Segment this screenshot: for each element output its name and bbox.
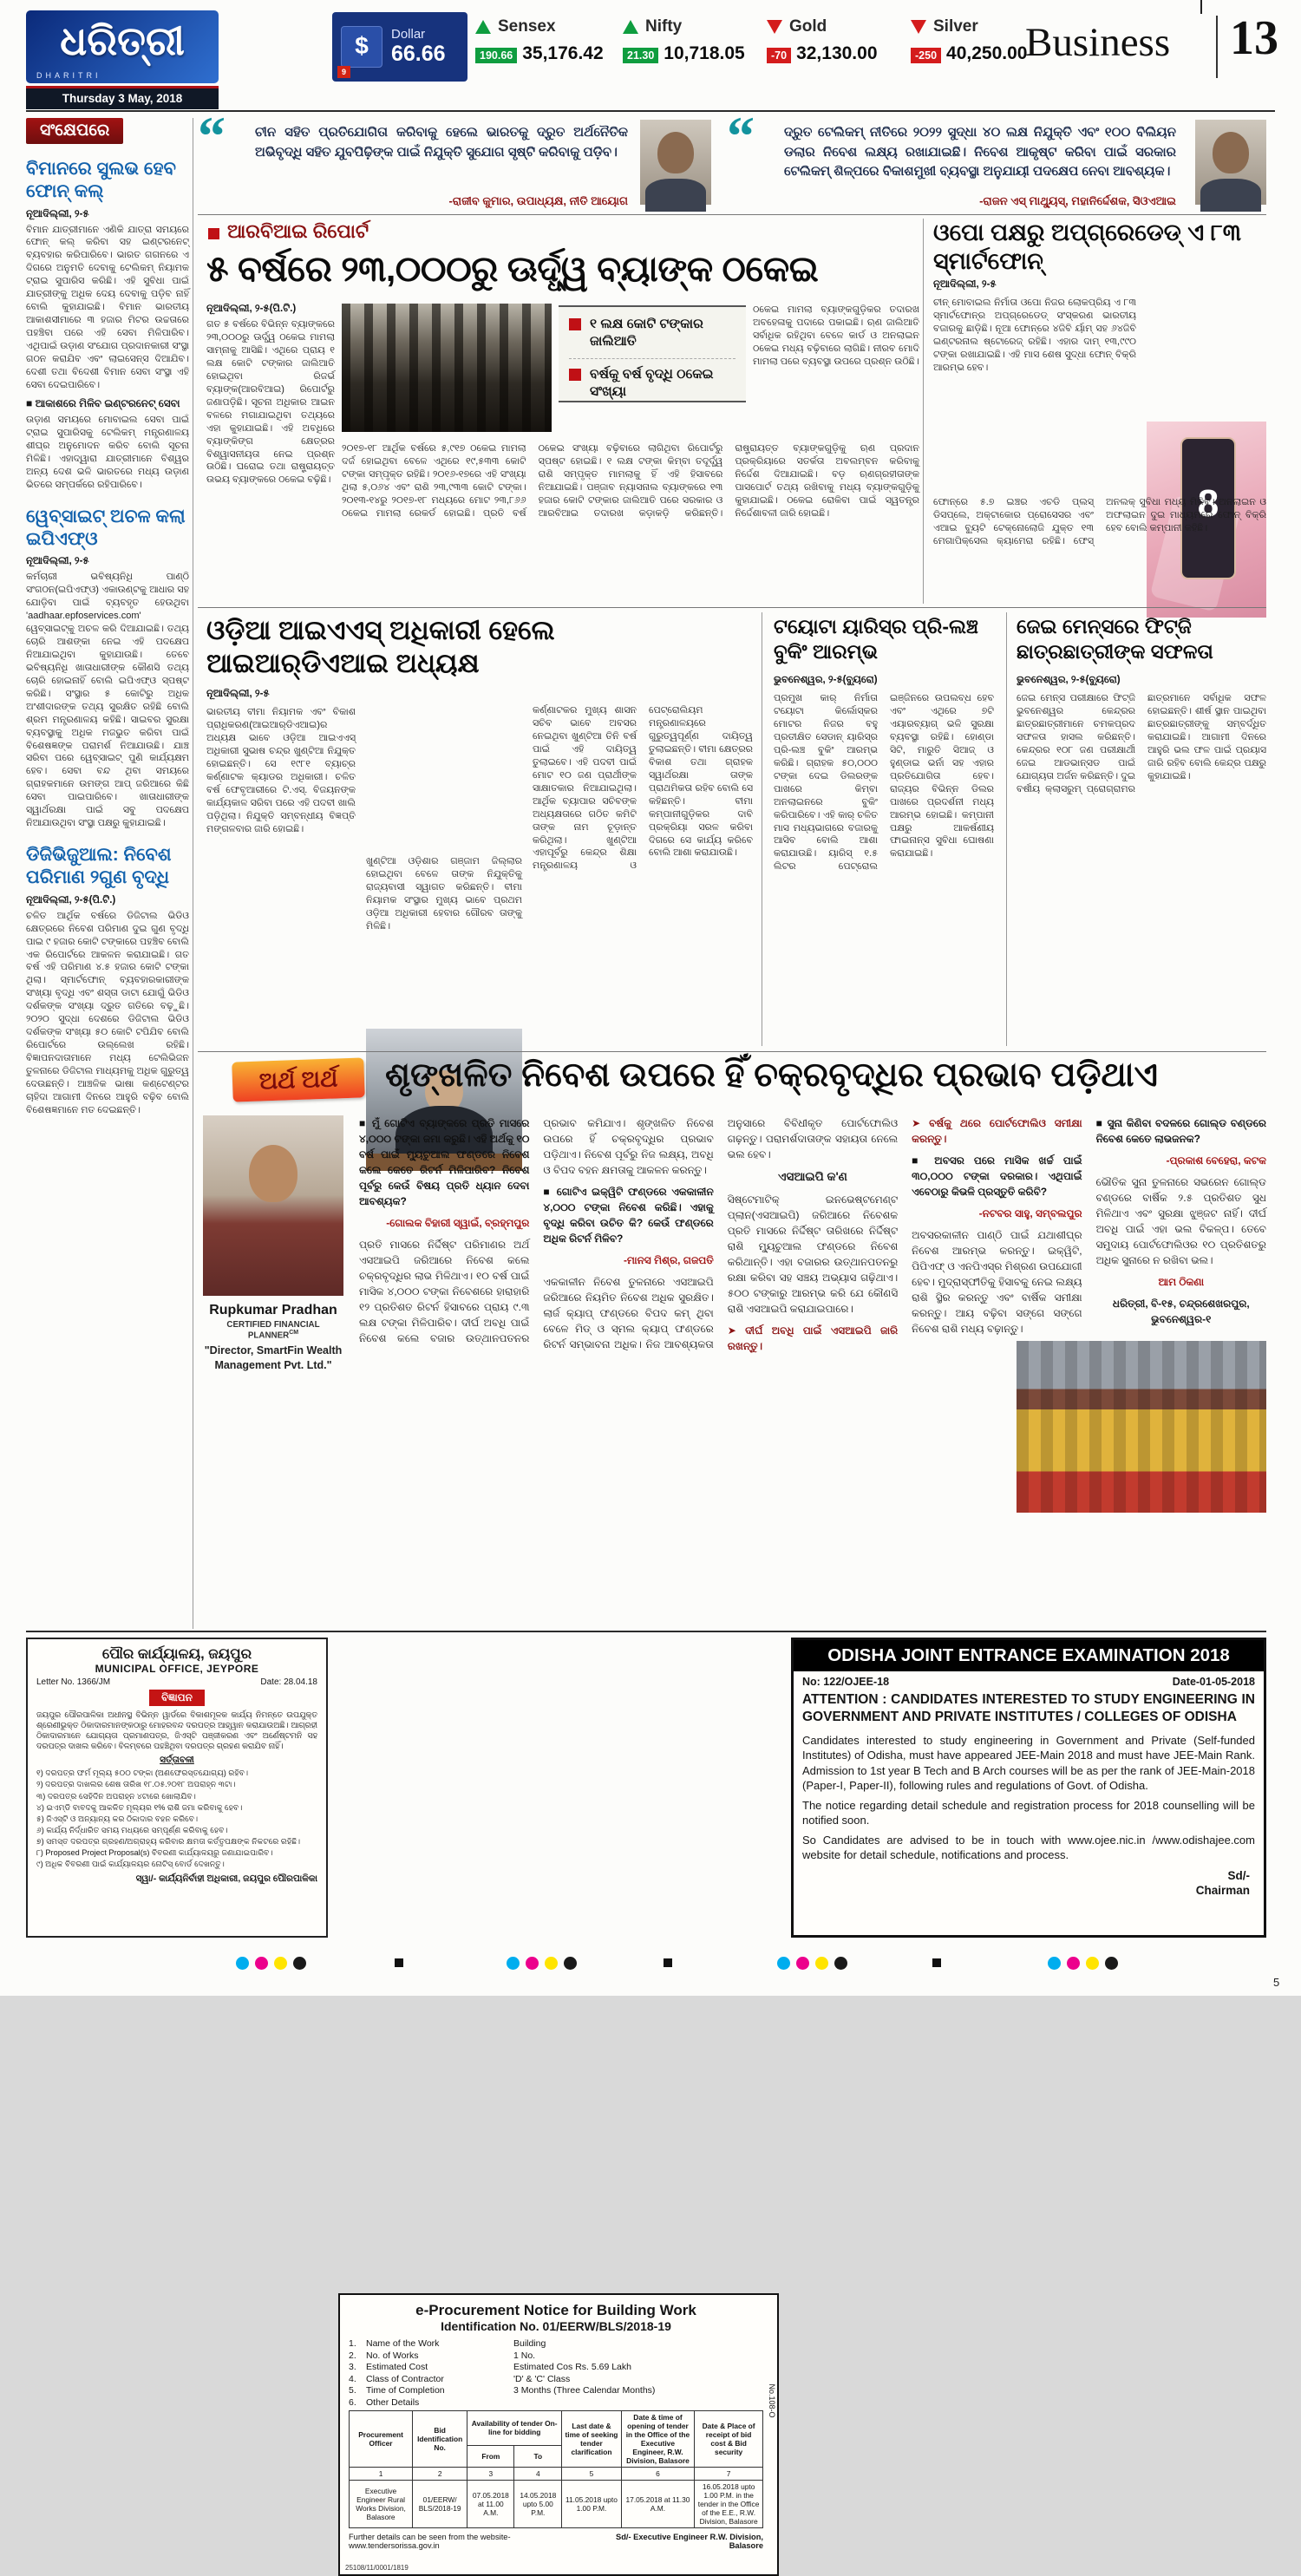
ticker-value: 10,718.05: [664, 43, 745, 63]
spec-value: 3 Months (Three Calendar Months): [513, 2385, 656, 2396]
spec-num: 4.: [349, 2373, 356, 2384]
column-divider: [923, 219, 924, 604]
col-number: 2: [413, 2467, 467, 2480]
dollar-value: 66.66: [391, 42, 446, 66]
registration-dot-black: [293, 1957, 306, 1970]
rbi-column-2: [753, 304, 919, 434]
registration-square: [664, 1958, 672, 1967]
phone-screen-text: 8: [1197, 482, 1219, 525]
spec-label: No. of Works: [366, 2350, 419, 2361]
notice-date: Date: 28.04.18: [260, 1677, 317, 1687]
quote-icon: “: [198, 105, 226, 167]
kicker-square-icon: [208, 228, 219, 239]
dateline: ନୂଆଦିଲ୍ଲୀ, ୨-୫(ପି.ଟି.): [206, 304, 297, 314]
sidebar-briefs: [26, 118, 189, 1629]
spec-row: [349, 2362, 763, 2372]
quote-portrait-photo: [1195, 120, 1266, 205]
print-page-number: 5: [1273, 1976, 1280, 1989]
down-arrow-icon: [767, 20, 782, 34]
toyota-headline: ଟୟୋଟା ୟାରିସ୍‌ର ପ୍ରି-ଲଞ୍ଚ ବୁକିଂ ଆରମ୍ଭ: [774, 615, 978, 663]
spec-row: [349, 2374, 763, 2384]
col-number: 1: [350, 2467, 413, 2480]
portrait-head: [657, 132, 694, 173]
notice-number: No: 122/OJEE-18: [802, 1676, 890, 1688]
eproc-footer: [349, 2533, 763, 2550]
tip-item: ➤ ଦୀର୍ଘ ଅବଧି ପାଇଁ ଏସଆଇପି ଜାରି ରଖନ୍ତୁ।: [727, 1324, 899, 1353]
notice-date: Date-01-05-2018: [1172, 1676, 1255, 1688]
municipal-title-odia: ପୌର କାର୍ଯ୍ୟାଳୟ, ଜୟପୁର: [101, 1646, 252, 1662]
registration-dot-cyan: [507, 1957, 520, 1970]
section-rule: [198, 1051, 1266, 1052]
question: ■ ସୁନା କିଣିବା ବଦଳରେ ଗୋଲ୍ଡ ବଣ୍ଡରେ ନିବେଶ କେତେ ଲାଭଜନକ?: [1095, 1117, 1266, 1145]
quote-box-2: [727, 105, 1266, 210]
expert-card: [203, 1115, 343, 1372]
municipal-meta-row: [36, 1677, 317, 1687]
term-item: ୬) କାର୍ଯ୍ୟ ନିର୍ଦ୍ଧାରିତ ସମୟ ମଧ୍ୟରେ ସମ୍ପୂର୍ଣ୍ଣ କରିବାକୁ ହେବ।: [36, 1826, 228, 1835]
brief-sublead: ■ ଆକାଶରେ ମିଳିବ ଇଣ୍ଟରନେଟ୍ ସେବା: [26, 396, 180, 409]
table-cell: 16.05.2018 upto 1.00 P.M. in the tender in the Office of the E.E., R.W. Division, Balasore: [695, 2481, 763, 2528]
brief-headline-phone-calls: ବିମାନରେ ସୁଲଭ ହେବ ଫୋନ୍ କଲ୍: [26, 159, 176, 202]
highlight-text: ବର୍ଷକୁ ବର୍ଷ ବୃଦ୍ଧି ଠକେଇ ସଂଖ୍ୟା: [590, 367, 714, 400]
spec-num: 3.: [349, 2362, 356, 2372]
portrait-torso: [645, 179, 706, 212]
rbi-column-1: [206, 304, 335, 603]
brief-body: କର୍ମଚାରୀ ଭବିଷ୍ୟନିଧି ପାଣ୍ଠି ସଂଗଠନ(ଇପିଏଫ୍ଓ) ଏକାଉଣ୍ଟକୁ ଆଧାର ସହ ଯୋଡ଼ିବା ପାଇଁ ବ୍ୟବହୃତ ହେଉଥିବା 'aadhaar.epfoservices.com' ୱେବ୍‌ସାଇଟ୍‌କୁ ଅଚଳ କରି ଦିଆଯାଇଛି। ତଥ୍ୟ ଚୋରି ଆଶଙ୍କା ନେଇ ଏହି ପଦକ୍ଷେପ ନିଆଯାଇଥିବା କୁହାଯାଉଛି। ତେବେ ଭବିଷ୍ୟନିଧି ଖାତାଧାରୀଙ୍କ କୌଣସି ତଥ୍ୟ ଚୋରି ହୋଇନାହିଁ ବୋଲି ଇପିଏଫ୍ଓ ସ୍ପଷ୍ଟ କରିଛି। ସଂସ୍ଥାର ୫ କୋଟିରୁ ଅଧିକ ଅଂଶୀଦାରଙ୍କ ତଥ୍ୟ ସୁରକ୍ଷିତ ରହିଛି ବୋଲି ଶ୍ରମ ମନ୍ତ୍ରଣାଳୟ କହିଛି। ସାଇବର ସୁରକ୍ଷା ବ୍ୟବସ୍ଥାକୁ ଅଧିକ ମଜଭୁତ କରିବା ପାଇଁ ବିଶେଷଜ୍ଞଙ୍କ ପରାମର୍ଶ ନିଆଯାଉଛି। ଯାଞ୍ଚ ସରିବା ପରେ ୱେବ୍‌ସାଇଟ୍ ପୁଣି କାର୍ଯ୍ୟକ୍ଷମ ହେବ। ସେବା ବନ୍ଦ ଥିବା ସମୟରେ ଗ୍ରାହକମାନେ ଉମଙ୍ଗ ଆପ୍ ଜରିଆରେ କିଛି ସେବା ପାଇପାରିବେ। ଖାତାଧାରୀଙ୍କ ସ୍ୱାର୍ଥରକ୍ଷା ପାଇଁ ସବୁ ପଦକ୍ଷେପ ନିଆଯାଉଥିବା ସଂସ୍ଥା ପକ୍ଷରୁ କୁହାଯାଇଛି।: [26, 572, 189, 829]
article-body: ଠକେଇ ମାମଲା ବ୍ୟାଙ୍କଗୁଡ଼ିକର ତଦାରଖ ଅବହେଳାକୁ ପଦାରେ ପକାଇଛି। ଋଣ ଜାଲିଆତି ସର୍ବାଧିକ ରହିଥିବା ବେଳେ କାର୍ଡ ଓ ଅନଲାଇନ ଠକେଇ ମଧ୍ୟ ବଢ଼ିବାରେ ଲାଗିଛି। ନୀରବ ମୋଦି ମାମଲା ପରେ ବ୍ୟବସ୍ଥା ଉପରେ ପ୍ରଶ୍ନ ଉଠିଛି।: [753, 304, 919, 367]
term-item: ୪) ଇଏମ୍‌ଡି ବାବଦକୁ ଆକଳିତ ମୂଲ୍ୟର ୧% ରାଶି ଜମା କରିବାକୁ ହେବ।: [36, 1802, 243, 1812]
dollar-icon: $: [341, 26, 382, 68]
col-header: Date & time of opening of tender in the Office of the Executive Engineer, R.W. Division, Balasore: [621, 2410, 695, 2467]
col-number: 5: [562, 2467, 622, 2480]
dateline: ନୂଆଦିଲ୍ଲୀ, ୨-୫: [26, 208, 89, 219]
expert-title-mark: CM: [289, 1330, 299, 1336]
dateline: ନୂଆଦିଲ୍ଲୀ, ୨-୫(ପି.ଟି.): [26, 894, 116, 906]
feature-label-artha-artha: [232, 1057, 365, 1102]
signature: ସ୍ୱା/- କାର୍ଯ୍ୟନିର୍ବାହୀ ଅଧିକାରୀ, ଜୟପୁର ପୌରପାଳିକା: [135, 1873, 317, 1884]
advertisement-badge: ବିଜ୍ଞାପନ: [149, 1690, 205, 1706]
term-item: ୧) ଦରପତ୍ର ଫର୍ମ ମୂଲ୍ୟ ୫୦୦ ଟଙ୍କା (ଅଣଫେରସ୍ତଯୋଗ୍ୟ) ରହିବ।: [36, 1769, 249, 1778]
col-header: Last date & time of seeking tender clarification: [562, 2410, 622, 2467]
quote-icon: “: [727, 105, 755, 167]
badge-wrap: [36, 1690, 317, 1706]
ticker-nifty: [623, 17, 762, 64]
feature-label-text: ଅର୍ଥ ଅର୍ଥ: [258, 1065, 338, 1095]
col-header: Bid Identification No.: [413, 2410, 467, 2467]
eproc-table: [349, 2410, 763, 2529]
term-item: ୮) Proposed Project Proposal(s) ବିବରଣୀ କାର୍ଯ୍ୟାଳୟରୁ ଜଣାଯାଇପାରିବ।: [36, 1848, 273, 1858]
eproc-title: e-Procurement Notice for Building Work: [415, 2302, 696, 2318]
feature-headline: ଶୃଙ୍ଖଳିତ ନିବେଶ ଉପରେ ହିଁ ଚକ୍ରବୃଦ୍ଧିର ପ୍ରଭାବ ପଡ଼ିଥାଏ: [385, 1056, 1158, 1094]
registration-dot-black: [1105, 1957, 1118, 1970]
col-number: 3: [467, 2467, 514, 2480]
table-cell: 01/EERW/ BLS/2018-19: [413, 2481, 467, 2528]
brief-headline-digital-video: ଡିଜିଭିଜୁଆଲ: ନିବେଶ ପରିମାଣ ୨ଗୁଣ ବୃଦ୍ଧି: [26, 845, 172, 888]
brief-headline-epfo: ୱେବ୍‌ସାଇଟ୍ ଅଚଳ କଲା ଇପିଏଫ୍ଓ: [26, 506, 186, 549]
registration-dots-group: [777, 1957, 853, 1974]
logo-subtext: DHARITRI: [36, 71, 101, 80]
quote-text: ଦ୍ରୁତ ଟେଲିକମ୍ ନୀତିରେ ୨୦୨୨ ସୁଦ୍ଧା ୪୦ ଲକ୍ଷ ନିଯୁକ୍ତି ଏବଂ ୧୦୦ ବିଲିୟନ ଡଲାର ନିବେଶ ଲକ୍ଷ୍ୟ ରଖାଯାଇଛି। ନିବେଶ ଆକୃଷ୍ଟ କରିବା ପାଇଁ ସରକାର ଟେଲିକମ୍ ଶିଳ୍ପରେ ବିକାଶମୁଖୀ ବ୍ୟବସ୍ଥା ଅନୁଯାୟୀ ପଦକ୍ଷେପ ନେବା ଆବଶ୍ୟକ।: [784, 125, 1176, 179]
spec-value: 'D' & 'C' Class: [513, 2373, 571, 2384]
col-number: 7: [695, 2467, 763, 2480]
registration-dot-cyan: [777, 1957, 790, 1970]
table-cell: Executive Engineer Rural Works Division, Balasore: [350, 2481, 413, 2528]
spec-num: 5.: [349, 2385, 356, 2396]
quote-box-1: [198, 105, 718, 210]
col-number: 4: [514, 2467, 562, 2480]
question-attribution: -ମାନସ ମିଶ୍ର, ଗଜପତି: [623, 1254, 714, 1266]
portrait-head: [249, 1145, 297, 1202]
portrait-head: [1213, 132, 1249, 173]
table-cell: 14.05.2018 upto 5.00 P.M.: [514, 2481, 562, 2528]
fiitjee-headline: ଜେଇ ମେନ୍ସରେ ଫିଟ୍‌ଜି ଛାତ୍ରଛାତ୍ରୀଙ୍କ ସଫଳତା: [1017, 615, 1213, 663]
ticker-name: Nifty: [645, 17, 683, 36]
registration-dot-black: [834, 1957, 847, 1970]
oppo-headline: ଓପୋ ପକ୍ଷରୁ ଅପ୍‌ଗ୍ରେଡେଡ୍ ଏ ୮୩ ସ୍ମାର୍ଟଫୋନ୍: [933, 219, 1242, 274]
table-cell: 17.05.2018 at 11.30 A.M.: [621, 2481, 695, 2528]
registration-dot-magenta: [255, 1957, 268, 1970]
website-note: Further details can be seen from the website- www.tendersorissa.gov.in: [349, 2533, 511, 2551]
registration-dot-yellow: [815, 1957, 828, 1970]
fiitjee-body: [1017, 692, 1266, 869]
question-attribution: -ପ୍ରକାଶ ବେହେରା, କଟକ: [1166, 1154, 1266, 1167]
spec-num: 2.: [349, 2350, 356, 2361]
col-subheader: To: [514, 2446, 562, 2468]
expert-photo: [203, 1115, 343, 1296]
rbi-headline: ୫ ବର୍ଷରେ ୨୩,୦୦୦ରୁ ଊର୍ଦ୍ଧ୍ୱ ବ୍ୟାଙ୍କ ଠକେଇ: [206, 249, 819, 289]
table-number-row: [350, 2467, 763, 2480]
dateline: ଭୁବନେଶ୍ୱର, ୨-୫(ବ୍ୟୁରୋ): [774, 675, 878, 685]
quote-portrait-photo: [640, 120, 711, 205]
signature: Sd/- Executive Engineer R.W. Division, Balasore: [616, 2533, 763, 2551]
ojee-paragraph: So Candidates are advised to be in touch with www.ojee.nic.in /www.odishajee.com website for detail schedule, notifications and process.: [802, 1834, 1255, 1862]
ojee-paragraph: The notice regarding detail schedule and registration process for 2018 counselling will be notified soon.: [802, 1798, 1255, 1827]
spec-value: Building: [513, 2338, 546, 2349]
ticker-value: 35,176.42: [522, 43, 604, 63]
col-number: 6: [621, 2467, 695, 2480]
eproc-identification-no: Identification No. 01/EERW/BLS/2018-19: [441, 2319, 671, 2333]
ticker-sensex: [475, 17, 618, 64]
toyota-body: [774, 692, 994, 1046]
question: ■ ମୁଁ ଗୋଟିଏ ବ୍ୟାଙ୍କରେ ପ୍ରତି ମାସରେ ୪,୦୦୦ ଟଙ୍କା ଜମା କରୁଛି। ଏହି ଅର୍ଥକୁ ୧୦ ବର୍ଷ ପାଇଁ ମ୍ୟୁଚୁଆଲ ଫଣ୍ଡରେ ନିବେଶ କଲେ କେତେ ରିଟର୍ନ ମିଳିପାରିବ? ନିବେଶ ପୂର୍ବରୁ କେଉଁ ବିଷୟ ପ୍ରତି ଧ୍ୟାନ ଦେବା ଆବଶ୍ୟକ?: [359, 1117, 530, 1207]
ojee-title-bar: ODISHA JOINT ENTRANCE EXAMINATION 2018: [794, 1640, 1264, 1671]
ticker-change: -70: [767, 48, 791, 63]
article-body: ଜେଇ ମେନ୍ସ ପରୀକ୍ଷାରେ ଫିଟ୍‌ଜି ଭୁବନେଶ୍ୱର କେନ୍ଦ୍ରର ଛାତ୍ରଛାତ୍ରୀମାନେ ଚମକପ୍ରଦ ସଫଳତା ହାସଲ କରିଛନ୍ତି। କେନ୍ଦ୍ରର ୧୦୮ ଜଣ ପରୀକ୍ଷାର୍ଥୀ ଜେଇ ଆଡଭାନ୍ସଡ ପାଇଁ ଯୋଗ୍ୟତା ଅର୍ଜନ କରିଛନ୍ତି। ଦୁଇ ବର୍ଷୀୟ କ୍ଲାସରୁମ୍ ପ୍ରୋଗ୍ରାମର ଛାତ୍ରମାନେ ସର୍ବାଧିକ ସଫଳ ହୋଇଛନ୍ତି। ଶୀର୍ଷ ସ୍ଥାନ ପାଇଥିବା ଛାତ୍ରଛାତ୍ରୀଙ୍କୁ ସମ୍ବର୍ଦ୍ଧିତ କରାଯାଇଛି। ଆଗାମୀ ଦିନରେ ଆହୁରି ଭଲ ଫଳ ପାଇଁ ପ୍ରୟାସ ଜାରି ରହିବ ବୋଲି କେନ୍ଦ୍ର ପକ୍ଷରୁ କୁହାଯାଇଛି।: [1017, 693, 1266, 794]
section-title: Business: [1025, 20, 1171, 65]
section-page-number: 13: [1230, 11, 1278, 65]
term-item: ୯) ଅଧିକ ବିବରଣୀ ପାଇଁ କାର୍ଯ୍ୟାଳୟର ନୋଟିସ୍ ବୋର୍ଡ ଦେଖନ୍ତୁ।: [36, 1860, 225, 1869]
highlight-item: [569, 316, 735, 350]
ticker-name: Sensex: [498, 17, 556, 36]
dateline: ନୂଆଦିଲ୍ଲୀ, ୨-୫: [206, 689, 270, 699]
oppo-body-2: [933, 496, 1266, 602]
tip-item: ➤ ବର୍ଷକୁ ଥରେ ପୋର୍ଟଫୋଲିଓ ସମୀକ୍ଷା କରନ୍ତୁ।: [912, 1117, 1082, 1145]
registration-dot-yellow: [545, 1957, 558, 1970]
spec-row: [349, 2350, 763, 2361]
irdai-column-a: [206, 706, 356, 1046]
answer: ଏକକାଳୀନ ନିବେଶ ତୁଳନାରେ ଏସଆଇପି ଜରିଆରେ ନିୟମିତ ନିବେଶ ଅଧିକ ସୁରକ୍ଷିତ। ଲାର୍ଜ କ୍ୟାପ୍ ଫଣ୍ଡରେ ବିପଦ କମ୍ ଥିବା ବେଳେ ମିଡ୍ ଓ ସ୍ମଲ କ୍ୟାପ୍ ଫଣ୍ଡରେ ରିଟର୍ନ ସମ୍ଭାବନା ଅଧିକ। ନିଜ ଆବଶ୍ୟକତା ଅନୁସାରେ ବିବିଧୀକୃତ ପୋର୍ଟଫୋଲିଓ ଗଢ଼ନ୍ତୁ। ପରାମର୍ଶଦାତାଙ୍କ ସହାୟତା ନେଲେ ଭଲ ହେବ।: [543, 1117, 899, 1350]
article-body: କର୍ଣ୍ଣାଟକର ମୁଖ୍ୟ ଶାସନ ସଚିବ ଭାବେ ଅବସର ନେଇଥିବା ଖୁଣ୍ଟିଆ ତିନି ବର୍ଷ ପାଇଁ ଏହି ଦାୟିତ୍ୱ ତୁଲାଇବେ। ଏହି ପଦବୀ ପାଇଁ ମୋଟ ୧୦ ଜଣ ପ୍ରାର୍ଥୀଙ୍କ ସାକ୍ଷାତକାର ନିଆଯାଇଥିଲା। ଆର୍ଥିକ ବ୍ୟାପାର ସଚିବଙ୍କ ଅଧ୍ୟକ୍ଷତାରେ ଗଠିତ କମିଟି ତାଙ୍କ ନାମ ଚୂଡ଼ାନ୍ତ କରିଥିଲା। ଖୁଣ୍ଟିଆ ଏହାପୂର୍ବରୁ କେନ୍ଦ୍ର ଶିକ୍ଷା ମନ୍ତ୍ରଣାଳୟ ଓ ପେଟ୍ରୋଲିୟମ ମନ୍ତ୍ରଣାଳୟରେ ଗୁରୁତ୍ୱପୂର୍ଣ୍ଣ ଦାୟିତ୍ୱ ତୁଲାଇଛନ୍ତି। ବୀମା କ୍ଷେତ୍ରର ବିକାଶ ତଥା ଗ୍ରାହକ ସ୍ୱାର୍ଥରକ୍ଷା ତାଙ୍କ ପ୍ରାଥମିକତା ରହିବ ବୋଲି ସେ କହିଛନ୍ତି। ବୀମା କମ୍ପାନୀଗୁଡ଼ିକର ଦାବି ପ୍ରକ୍ରିୟା ସରଳ କରିବା ଦିଗରେ ସେ କାର୍ଯ୍ୟ କରିବେ ବୋଲି ଆଶା କରାଯାଉଛି।: [533, 705, 753, 872]
dollar-change-badge: 9: [337, 66, 350, 78]
signature: [794, 1868, 1264, 1899]
brief-body: ବିମାନ ଯାତ୍ରୀମାନେ ଏଣିକି ଯାତ୍ରା ସମୟରେ ଫୋନ୍ କଲ୍ କରିବା ସହ ଇଣ୍ଟରନେଟ୍ ବ୍ୟବହାର କରିପାରିବେ। ଭାରତ ଗଗନରେ ଏ ଦିଗରେ ଅନୁମତି ଦେବାକୁ ଟେଲିକମ୍ ନିୟାମକ ଟ୍ରାଇ ସୁପାରିସ କରିଛି। ଏହି ସୁବିଧା ପାଇଁ ଯାତ୍ରୀଙ୍କୁ ଅଧିକ ଦେୟ ଦେବାକୁ ପଡ଼ିବ ନାହିଁ ବୋଲି କୁହାଯାଇଛି। ବିମାନ ଭାରତୀୟ ଆକାଶସୀମାରେ ୩ ହଜାର ମିଟର ଉଚ୍ଚତାରେ ପହଞ୍ଚିବା ପରେ ଏହି ସେବା ମିଳିପାରିବ। ଏଥିପାଇଁ ଉଡ଼ାଣ ସଂଯୋଗ ପ୍ରଦାନକାରୀ ସଂସ୍ଥା ଗଠନ କରାଯିବ ଏବଂ ଲାଇସେନ୍ସ ଦିଆଯିବ। ଦେଶୀ ତଥା ବିଦେଶୀ ବିମାନ ସେବା ସଂସ୍ଥା ଏହି ସେବା ଦେଇପାରିବେ।: [26, 224, 189, 390]
up-arrow-icon: [475, 20, 491, 34]
col-header: Procurement Officer: [350, 2410, 413, 2467]
article-body: ଭାରତୀୟ ବୀମା ନିୟାମକ ଏବଂ ବିକାଶ ପ୍ରାଧିକରଣ(ଆଇଆର୍‌ଡିଏଆଇ)ର ଅଧ୍ୟକ୍ଷ ଭାବେ ଓଡ଼ିଆ ଆଇଏଏସ୍ ଅଧିକାରୀ ସୁଭାଷ ଚନ୍ଦ୍ର ଖୁଣ୍ଟିଆ ନିଯୁକ୍ତ ହୋଇଛନ୍ତି। ସେ ୧୯୮୧ ବ୍ୟାଚ୍‌ର କର୍ଣ୍ଣାଟକ କ୍ୟାଡର ଅଧିକାରୀ। ଚଳିତ ବର୍ଷ ଫେବୃଆରୀରେ ଟି.ଏସ୍. ବିଜୟନଙ୍କ କାର୍ଯ୍ୟକାଳ ସରିବା ପରେ ଏହି ପଦବୀ ଖାଲି ପଡ଼ିଥିଲା। ନିଯୁକ୍ତି ସମ୍ବନ୍ଧୀୟ ବିଜ୍ଞପ୍ତି ମଙ୍ଗଳବାର ଜାରି ହୋଇଛି।: [206, 707, 356, 834]
table-data-row: [350, 2481, 763, 2528]
up-arrow-icon: [623, 20, 638, 34]
question: ■ ଅବସର ପରେ ମାସିକ ଖର୍ଚ୍ଚ ପାଇଁ ୩୦,୦୦୦ ଟଙ୍କା ଦରକାର। ଏଥିପାଇଁ ଏବେଠାରୁ କିଭଳି ପ୍ରସ୍ତୁତି କରିବି?: [912, 1154, 1082, 1198]
newspaper-logo: [26, 10, 219, 83]
quotes-rule: [198, 214, 1266, 215]
spec-label: Class of Contractor: [366, 2373, 444, 2384]
municipal-body: ଜୟପୁର ପୌରପାଳିକା ଅଧୀନସ୍ଥ ବିଭିନ୍ନ ୱାର୍ଡରେ ବିକାଶମୂଳକ କାର୍ଯ୍ୟ ନିମନ୍ତେ ଉପଯୁକ୍ତ ଶ୍ରେଣୀଭୁକ୍ତ ଠିକାଦାରମାନଙ୍କଠାରୁ ମୋହରବନ୍ଦ ଦରପତ୍ର ଆହ୍ୱାନ କରାଯାଉଅଛି। ଆଗ୍ରହୀ ଠିକାଦାରମାନେ ଯୋଗ୍ୟତା ପ୍ରମାଣପତ୍ର, ଜିଏସ୍‌ଟି ପଞ୍ଜୀକରଣ ଏବଂ ଅର୍ଣେଷ୍ଟମନି ସହ ଦରପତ୍ର ଦାଖଲ କରିବେ। ବିଳମ୍ବରେ ପହଞ୍ଚିଥିବା ଦରପତ୍ର ଗ୍ରହଣ କରାଯିବ ନାହିଁ।: [36, 1710, 317, 1751]
registration-dot-magenta: [526, 1957, 539, 1970]
spec-row: [349, 2338, 763, 2349]
oppo-body-1: [933, 297, 1136, 491]
down-arrow-icon: [911, 20, 926, 34]
eprocurement-notice-ad: [338, 2293, 779, 2576]
rbi-highlight-box: [559, 305, 746, 402]
quote-attribution: -ରାଜନ ଏସ୍ ମାଥ୍ୟୁସ୍, ମହାନିର୍ଦ୍ଦେଶକ, ସିଓଏଆଇ: [979, 194, 1176, 207]
print-code: 25108/11/0001/1819: [345, 2564, 409, 2572]
spec-num: 6.: [349, 2396, 356, 2408]
ticker-gold: [767, 17, 905, 64]
registration-dot-yellow: [274, 1957, 287, 1970]
question: ■ ଗୋଟିଏ ଇକ୍ୱିଟି ଫଣ୍ଡରେ ଏକକାଳୀନ ୪,୦୦୦ ଟଙ୍କା ନିବେଶ କରିଛି। ଏହାକୁ ବୃଦ୍ଧି କରିବା ଉଚିତ କି? କେଉଁ ଫଣ୍ଡରେ ଅଧିକ ରିଟର୍ନ ମିଳିବ?: [543, 1186, 714, 1245]
term-item: ୭) ସମସ୍ତ ଦରପତ୍ର ଗ୍ରହଣ/ଅଗ୍ରାହ୍ୟ କରିବାର କ୍ଷମତା କର୍ତ୍ତୃପକ୍ଷଙ୍କ ନିକଟରେ ରହିଛି।: [36, 1837, 301, 1847]
expert-organisation: "Director, SmartFin Wealth Management Pvt. Ltd.": [204, 1344, 343, 1371]
address-label: ଆମ ଠିକଣା: [1158, 1276, 1205, 1288]
answer: ଭୌତିକ ସୁନା ତୁଳନାରେ ସଭରେନ ଗୋଲ୍ଡ ବଣ୍ଡରେ ବାର୍ଷିକ ୨.୫ ପ୍ରତିଶତ ସୁଧ ମିଳିଥାଏ ଏବଂ ସୁରକ୍ଷା ଝୁଞ୍ଜଟ ନାହିଁ। ଦୀର୍ଘ ଅବଧି ପାଇଁ ଏହା ଭଲ ବିକଳ୍ପ। ତେବେ ସମୁଦାୟ ପୋର୍ଟଫୋଲିଓର ୧୦ ପ୍ରତିଶତରୁ ଅଧିକ ସୁନାରେ ନ ରଖିବା ଭଲ।: [1095, 1176, 1266, 1266]
spec-label: Name of the Work: [366, 2338, 440, 2349]
irdai-under-photo-text: [366, 855, 522, 1046]
article-body: ଚୀନ୍ ମୋବାଇଲ ନିର୍ମାତା ଓପୋ ନିଜର ଲୋକପ୍ରିୟ ଏ ୮୩ ସ୍ମାର୍ଟଫୋନ୍‌ର ଅପ୍‌ଗ୍ରେଡେଡ୍ ସଂସ୍କରଣ ଭାରତୀୟ ବଜାରକୁ ଛାଡ଼ିଛି। ନୂଆ ଫୋନ୍‌ରେ ୪ଜିବି ର୍ୟାମ୍ ସହ ୬୪ଜିବି ଇଣ୍ଟରନାଲ ଷ୍ଟୋରେଜ୍ ରହିଛି। ଏହାର ଦାମ୍ ୧୩,୯୯୦ ଟଙ୍କା ରଖାଯାଇଛି। ଏହି ମାସ ଶେଷ ସୁଦ୍ଧା ଫୋନ୍ ବିକ୍ରି ଆରମ୍ଭ ହେବ।: [933, 297, 1136, 373]
brief-body: ଚଳିତ ଆର୍ଥିକ ବର୍ଷରେ ଡିଜିଟାଲ ଭିଡିଓ କ୍ଷେତ୍ରରେ ନିବେଶ ପରିମାଣ ଦୁଇ ଗୁଣ ବୃଦ୍ଧି ପାଇ ୯ ହଜାର କୋଟି ଟଙ୍କାରେ ପହଞ୍ଚିବ ବୋଲି ଏକ ରିପୋର୍ଟରେ ଆକଳନ କରାଯାଇଛି। ଗତ ବର୍ଷ ଏହି ପରିମାଣ ୪.୫ ହଜାର କୋଟି ଟଙ୍କା ଥିଲା। ସ୍ମାର୍ଟଫୋନ୍ ବ୍ୟବହାରକାରୀଙ୍କ ସଂଖ୍ୟା ବୃଦ୍ଧି ଏବଂ ଶସ୍ତା ଡାଟା ଯୋଗୁଁ ଭିଡିଓ ଦର୍ଶକଙ୍କ ସଂଖ୍ୟା ଦ୍ରୁତ ଗତିରେ ବଢ଼ୁଛି। ୨୦୨୦ ସୁଦ୍ଧା ଦେଶରେ ଡିଜିଟାଲ ଭିଡିଓ ଦର୍ଶକଙ୍କ ସଂଖ୍ୟା ୫୦ କୋଟି ଟପିଯିବ ବୋଲି ରିପୋର୍ଟରେ ଉଲ୍ଲେଖ ରହିଛି। ବିଜ୍ଞାପନଦାତାମାନେ ମଧ୍ୟ ଟେଲିଭିଜନ ତୁଳନାରେ ଡିଜିଟାଲ ମାଧ୍ୟମକୁ ଅଧିକ ଗୁରୁତ୍ୱ ଦେଉଛନ୍ତି। ଆଞ୍ଚଳିକ ଭାଷା କଣ୍ଟେଣ୍ଟର ଚାହିଦା ଆଗାମୀ ଦିନରେ ଆହୁରି ବଢ଼ିବ ବୋଲି ବିଶେଷଜ୍ଞମାନେ ମତ ଦେଇଛନ୍ତି।: [26, 910, 189, 1115]
irdai-headline: ଓଡ଼ିଆ ଆଇଏଏସ୍ ଅଧିକାରୀ ହେଲେ ଆଇଆର୍‌ଡିଏଆଇ ଅଧ୍ୟକ୍ଷ: [206, 615, 555, 678]
registration-dots-group: [1048, 1957, 1124, 1974]
ticker-name: Gold: [789, 17, 827, 36]
feature-qa-columns: [359, 1115, 1266, 1627]
expert-title-text: CERTIFIED FINANCIAL PLANNER: [226, 1320, 320, 1341]
feature-bottom-rule: [26, 1631, 1266, 1632]
rbi-building-photo: [342, 304, 552, 432]
registration-dot-cyan: [236, 1957, 249, 1970]
quote-text: ଚୀନ ସହିତ ପ୍ରତିଯୋଗିତା କରିବାକୁ ହେଲେ ଭାରତକୁ ଦ୍ରୁତ ଅର୍ଥନୈତିକ ଅଭିବୃଦ୍ଧି ସହିତ ଯୁବପିଢ଼ିଙ୍କ ପାଇଁ ନିଯୁକ୍ତି ସୁଯୋଗ ସୃଷ୍ଟି କରିବାକୁ ପଡ଼ିବ।: [255, 125, 628, 160]
section-header-label: ସଂକ୍ଷେପରେ: [40, 121, 110, 140]
spec-label: Time of Completion: [366, 2385, 445, 2396]
col-header: Availability of tender On-line for bidding: [467, 2410, 562, 2446]
answer: ପ୍ରତି ମାସରେ ନିର୍ଦ୍ଦିଷ୍ଟ ପରିମାଣର ଅର୍ଥ ଏସଆଇପି ଜରିଆରେ ନିବେଶ କଲେ ଚକ୍ରବୃଦ୍ଧିର ଲାଭ ମିଳିଥାଏ। ୧୦ ବର୍ଷ ପାଇଁ ମାସିକ ୪,୦୦୦ ଟଙ୍କା ନିବେଶରେ ହାରାହାରି ୧୨ ପ୍ରତିଶତ ରିଟର୍ନ ହିସାବରେ ପ୍ରାୟ ୯.୩ ଲକ୍ଷ ଟଙ୍କା ମିଳିପାରିବ। ଦୀର୍ଘ ଅବଧି ପାଇଁ ନିବେଶ କଲେ ବଜାର ଉତ୍‌ଥାନପତନର ପ୍ରଭାବ କମିଯାଏ। ଶୃଙ୍ଖଳିତ ନିବେଶ ଉପରେ ହିଁ ଚକ୍ରବୃଦ୍ଧିର ପ୍ରଭାବ ପଡ଼ିଥାଏ। ନିବେଶ ପୂର୍ବରୁ ନିଜ ଲକ୍ଷ୍ୟ, ଅବଧି ଓ ବିପଦ ବହନ କ୍ଷମତାକୁ ଆକଳନ କରନ୍ତୁ।: [359, 1117, 714, 1344]
ojee-attention-heading: ATTENTION : CANDIDATES INTERESTED TO STUDY ENGINEERING IN GOVERNMENT AND PRIVATE INSTITUTES / COLLEGES OF ODISHA: [802, 1692, 1255, 1725]
letter-number: Letter No. 1366/JM: [36, 1677, 111, 1687]
rbi-body-columns: [342, 442, 919, 604]
logo-text: ଧରିତ୍ରୀ: [60, 18, 185, 63]
article-body: ଖୁଣ୍ଟିଆ ଓଡ଼ିଶାର ଗଞ୍ଜାମ ଜିଲ୍ଲାର ହୋଇଥିବା ବେଳେ ତାଙ୍କ ନିଯୁକ୍ତିକୁ ରାଜ୍ୟବାସୀ ସ୍ୱାଗତ କରିଛନ୍ତି। ବୀମା ନିୟାମକ ସଂସ୍ଥାର ମୁଖ୍ୟ ଭାବେ ପ୍ରଥମ ଓଡ଼ିଆ ଅଧିକାରୀ ହେବାର ଗୌରବ ତାଙ୍କୁ ମିଳିଛି।: [366, 856, 522, 932]
ticker-change: -250: [911, 48, 941, 63]
registration-dots-group: [236, 1957, 312, 1974]
ticker-value: 32,130.00: [796, 43, 878, 63]
registration-dot-yellow: [1086, 1957, 1099, 1970]
signature-sd: Sd/-: [1227, 1868, 1250, 1882]
registration-square: [932, 1958, 941, 1967]
table-cell: 11.05.2018 upto 1.00 P.M.: [562, 2481, 622, 2528]
dateline: ନୂଆଦିଲ୍ଲୀ, ୨-୫: [26, 556, 89, 567]
ticker-change: 190.66: [475, 48, 517, 63]
col-header: Date & Place of receipt of bid cost & Bid security: [695, 2410, 763, 2467]
ticker-name: Silver: [933, 17, 978, 36]
section-rule: [198, 607, 1266, 608]
ojee-notice-ad: [791, 1638, 1266, 1938]
registration-dot-magenta: [796, 1957, 809, 1970]
portrait-torso: [1200, 179, 1261, 212]
subheading-sip: ଏସଆଇପି କ'ଣ: [778, 1170, 847, 1183]
registration-dot-black: [564, 1957, 577, 1970]
dateline: ନୂଆଦିଲ୍ଲୀ, ୨-୫: [933, 279, 997, 290]
terms-title: ସର୍ତ୍ତାବଳୀ: [160, 1755, 194, 1766]
spec-label: Other Details: [366, 2396, 420, 2408]
registration-dot-cyan: [1048, 1957, 1061, 1970]
expert-name: Rupkumar Pradhan: [209, 1303, 337, 1317]
address-text: ଧରିତ୍ରୀ, ବି-୧୫, ଚନ୍ଦ୍ରଶେଖରପୁର, ଭୁବନେଶ୍ୱର-୧: [1112, 1298, 1250, 1325]
municipal-title-english: MUNICIPAL OFFICE, JEYPORE: [95, 1663, 259, 1675]
table-cell: 07.05.2018 at 11.00 A.M.: [467, 2481, 514, 2528]
spec-row: [349, 2385, 763, 2396]
spec-value: [513, 2397, 763, 2408]
highlight-text: ୧ ଲକ୍ଷ କୋଟି ଟଙ୍କାର ଜାଲିଆତି: [590, 317, 703, 350]
section-divider: [1216, 16, 1218, 78]
registration-dots-group: [507, 1957, 583, 1974]
rbi-article-kicker: [208, 220, 369, 244]
answer: ଅବସରକାଳୀନ ପାଣ୍ଠି ପାଇଁ ଯଥାଶୀଘ୍ର ନିବେଶ ଆରମ୍ଭ କରନ୍ତୁ। ଇକ୍ୱିଟି, ପିପିଏଫ୍ ଓ ଏନପିଏସ୍‌ର ମିଶ୍ରଣ ଉପଯୋଗୀ ହେବ। ମୁଦ୍ରାସ୍ଫୀତିକୁ ହିସାବକୁ ନେଇ ଲକ୍ଷ୍ୟ ରାଶି ସ୍ଥିର କରନ୍ତୁ ଏବଂ ବାର୍ଷିକ ସମୀକ୍ଷା କରନ୍ତୁ। ଆୟ ବଢ଼ିବା ସଙ୍ଗେ ସଙ୍ଗେ ନିବେଶ ରାଶି ମଧ୍ୟ ବଢ଼ାନ୍ତୁ।: [912, 1229, 1082, 1335]
ticker-change: 21.30: [623, 48, 658, 63]
article-body: ପ୍ରମୁଖ କାର୍ ନିର୍ମାତା ଟୟୋଟା କିର୍ଲୋସ୍କର ମୋଟର ନିଜର ବହୁ ପ୍ରତୀକ୍ଷିତ ସେଡାନ୍ ୟାରିସ୍‌ର ପ୍ରି-ଲଞ୍ଚ ବୁକିଂ ଆରମ୍ଭ କରିଛି। ଗ୍ରାହକ ୫୦,୦୦୦ ଟଙ୍କା ଦେଇ ଡିଲରଙ୍କ ପାଖରେ କିମ୍ବା ଅନଲାଇନରେ ବୁକିଂ କରିପାରିବେ। ଏହି କାର୍ ଚଳିତ ମାସ ମଧ୍ୟଭାଗରେ ବଜାରକୁ ଆସିବ ବୋଲି ଆଶା କରାଯାଉଛି। ୟାରିସ୍ ୧.୫ ଲିଟର ପେଟ୍ରୋଲ ଇଞ୍ଜିନରେ ଉପଲବ୍ଧ ହେବ ଏବଂ ଏଥିରେ ୭ଟି ଏୟାରବ୍ୟାଗ୍ ଭଳି ସୁରକ୍ଷା ବ୍ୟବସ୍ଥା ରହିଛି। ହୋଣ୍ଡା ସିଟି, ମାରୁତି ସିଆଜ୍ ଓ ହୁଣ୍ଡାଇ ଭର୍ନା ସହ ଏହାର ପ୍ରତିଯୋଗିତା ହେବ। ରାଜ୍ୟର ବିଭିନ୍ନ ଡିଲର ପାଖରେ ପ୍ରଦର୍ଶନୀ ମଧ୍ୟ ଆରମ୍ଭ ହୋଇଛି। କମ୍ପାନୀ ପକ୍ଷରୁ ଆକର୍ଷଣୀୟ ଫାଇନାନ୍ସ ସୁବିଧା ଘୋଷଣା କରାଯାଇଛି।: [774, 693, 994, 873]
term-item: ୫) ଜିଏସ୍‌ଟି ଓ ଅନ୍ୟାନ୍ୟ କର ଠିକାଦାର ବହନ କରିବେ।: [36, 1814, 199, 1823]
registration-dot-magenta: [1067, 1957, 1080, 1970]
bullet-square-icon: [569, 318, 581, 330]
signature-chairman: Chairman: [1195, 1884, 1250, 1898]
municipal-notice-ad: [26, 1638, 328, 1938]
article-body: ଫୋନ୍‌ରେ ୫.୭ ଇଞ୍ଚର ଏଚଡି ପ୍ଲସ୍ ଡିସପ୍ଲେ, ଅକ୍ଟାକୋର ପ୍ରୋସେସର ଏବଂ ଏଆଇ ବ୍ୟୁଟି ଟେକ୍ନୋଲୋଜି ଯୁକ୍ତ ୧୩ ମେଗାପିକ୍ସେଲ କ୍ୟାମେରା ରହିଛି। ଫେସ୍ ଅନଲକ୍ ସୁବିଧା ମଧ୍ୟ ମିଳିବ। ଅନଲାଇନ ଓ ଅଫଲାଇନ ଦୁଇ ମାଧ୍ୟମରେ ଫୋନ୍ ବିକ୍ରି ହେବ ବୋଲି କମ୍ପାନୀ କହିଛି।: [933, 497, 1266, 546]
term-item: ୨) ଦରପତ୍ର ଦାଖଲର ଶେଷ ତାରିଖ ୧୮.୦୫.୨୦୧୮ ଅପରାହ୍ନ ୩ଟା।: [36, 1780, 236, 1789]
irdai-column-b: [533, 704, 753, 1046]
dollar-label: Dollar: [391, 27, 426, 42]
article-body: ୨୦୧୭-୧୮ ଆର୍ଥିକ ବର୍ଷରେ ୫,୯୧୭ ଠକେଇ ମାମଲା ଦର୍ଜ ହୋଇଥିବା ବେଳେ ଏଥିରେ ୧୯,୫୩୩ କୋଟି ଟଙ୍କା ସମ୍ପୃକ୍ତ ରହିଛି। ୨୦୧୬-୧୭ରେ ଏହି ସଂଖ୍ୟା ଥିଲା ୫,୦୬୪ ଏବଂ ରାଶି ୨୩,୯୩୩ କୋଟି ଟଙ୍କା। ୨୦୧୩-୧୪ରୁ ୨୦୧୭-୧୮ ମଧ୍ୟରେ ମୋଟ ୨୩,୮୬୬ ଠକେଇ ମାମଲା ରେକର୍ଡ ହୋଇଛି। ପ୍ରତି ବର୍ଷ ଠକେଇ ସଂଖ୍ୟା ବଢ଼ିବାରେ ଲାଗିଥିବା ରିପୋର୍ଟରୁ ସ୍ପଷ୍ଟ ହୋଇଛି। ୧ ଲକ୍ଷ ଟଙ୍କା କିମ୍ବା ତଦୂର୍ଦ୍ଧ୍ୱ ରାଶି ସମ୍ପୃକ୍ତ ମାମଲାକୁ ହିଁ ଏହି ହିସାବରେ ନିଆଯାଇଛି। ପଞ୍ଜାବ ନ୍ୟାସନାଲ ବ୍ୟାଙ୍କରେ ୧୩ ହଜାର କୋଟି ଟଙ୍କାର ଜାଲିଆତି ପରେ ସରକାର ଓ ଆରବିଆଇ ତଦାରଖ କଡ଼ାକଡ଼ି କରିଛନ୍ତି। ରାଷ୍ଟ୍ରାୟତ୍ତ ବ୍ୟାଙ୍କଗୁଡ଼ିକୁ ଋଣ ପ୍ରଦାନ ପ୍ରକ୍ରିୟାରେ ସତର୍କତା ଅବଲମ୍ବନ କରିବାକୁ ନିର୍ଦ୍ଦେଶ ଦିଆଯାଇଛି। ବଡ଼ ଋଣଗ୍ରହୀତାଙ୍କ ପାସପୋର୍ଟ ତଥ୍ୟ ରଖିବାକୁ ମଧ୍ୟ ବ୍ୟାଙ୍କଗୁଡ଼ିକୁ କୁହାଯାଇଛି। ଠକେଇ ରୋକିବା ପାଇଁ ସ୍ୱତନ୍ତ୍ର ନିର୍ଦ୍ଦେଶାବଳୀ ଜାରି ହୋଇଛି।: [342, 443, 919, 519]
dollar-rate-box: [332, 12, 467, 82]
masthead: [0, 0, 1301, 111]
article-body: ଗତ ୫ ବର୍ଷରେ ବିଭିନ୍ନ ବ୍ୟାଙ୍କରେ ୨୩,୦୦୦ରୁ ଊର୍ଦ୍ଧ୍ୱ ଠକେଇ ମାମଲା ସାମ୍ନାକୁ ଆସିଛି। ଏଥିରେ ପ୍ରାୟ ୧ ଲକ୍ଷ କୋଟି ଟଙ୍କାର ଜାଲିଆତି ହୋଇଥିବା ରିଜର୍ଭ ବ୍ୟାଙ୍କ(ଆରବିଆଇ) ରିପୋର୍ଟରୁ ଜଣାପଡ଼ିଛି। ସୂଚନା ଅଧିକାର ଆଇନ ବଳରେ ମଗାଯାଇଥିବା ତଥ୍ୟରେ ଏହା କୁହାଯାଇଛି। ଏହି ଅବଧିରେ ବ୍ୟାଙ୍କିଙ୍ଗ କ୍ଷେତ୍ରର ବିଶ୍ୱାସନୀୟତା ନେଇ ପ୍ରଶ୍ନ ଉଠିଛି। ଘରୋଇ ତଥା ରାଷ୍ଟ୍ରାୟତ୍ତ ଉଭୟ ବ୍ୟାଙ୍କରେ ଠକେଇ ବଢ଼ିଛି।: [206, 319, 335, 486]
dateline: ଭୁବନେଶ୍ୱର, ୨-୫(ବ୍ୟୁରୋ): [1017, 675, 1121, 685]
ojee-meta-row: [794, 1671, 1264, 1690]
column-divider: [1006, 612, 1007, 1046]
highlight-item: [569, 358, 735, 401]
ojee-paragraph: Candidates interested to study engineering in Government and Private (Self-funded Institutes) of Odisha, must have appeared JEE-Main 2018 and must have JEE-Main Rank. Admission to 1st year B Tech and B Arch courses will be as per the rank of JEE-Main-2018 (Paper-I, Paper-II), following rules and regulations of Govt. of Odisha.: [802, 1734, 1255, 1792]
spec-value: 1 No.: [513, 2350, 536, 2361]
spec-value: Estimated Cos Rs. 5.69 Lakh: [513, 2362, 631, 2372]
kicker-text: ଆରବିଆଇ ରିପୋର୍ଟ: [227, 220, 369, 242]
table-header-row: [350, 2410, 763, 2446]
term-item: ୩) ଦରପତ୍ର ସେହିଦିନ ଅପରାହ୍ନ ୪ଟାରେ ଖୋଲାଯିବ।: [36, 1791, 196, 1801]
bullet-square-icon: [569, 369, 581, 381]
expert-title: [203, 1320, 343, 1340]
subheading-body: ସିଷ୍ଟେମାଟିକ୍ ଇନଭେଷ୍ଟମେଣ୍ଟ ପ୍ଲାନ(ଏସଆଇପି) ଜରିଆରେ ନିବେଶକ ପ୍ରତି ମାସରେ ନିର୍ଦ୍ଦିଷ୍ଟ ତାରିଖରେ ନିର୍ଦ୍ଦିଷ୍ଟ ରାଶି ମ୍ୟୁଚୁଆଲ ଫଣ୍ଡରେ ନିବେଶ କରିଥାନ୍ତି। ଏହା ବଜାରର ଉତ୍‌ଥାନପତନରୁ ରକ୍ଷା କରିବା ସହ ସଞ୍ଚୟ ଅଭ୍ୟାସ ଗଢ଼ିଥାଏ। ୫୦୦ ଟଙ୍କାରୁ ଆରମ୍ଭ କରି ଯେ କୌଣସି ରାଶି ଏସଆଇପି କରାଯାଇପାରେ।: [727, 1193, 899, 1316]
ticker-value: 40,250.00: [946, 43, 1028, 63]
spec-label: Estimated Cost: [366, 2362, 428, 2372]
side-reference-label: No.108-O: [768, 2383, 776, 2418]
registration-square: [395, 1958, 403, 1967]
spec-num: 1.: [349, 2338, 356, 2349]
question-attribution: -ଗୋଲକ ବିହାରୀ ସ୍ୱାଇଁ, ବ୍ରହ୍ମପୁର: [386, 1217, 530, 1229]
spec-row: [349, 2397, 763, 2408]
section-header-briefs: [26, 118, 123, 144]
col-subheader: From: [467, 2446, 514, 2468]
brief-body: ଉଡ଼ାଣ ସମୟରେ ମୋବାଇଲ ସେବା ପାଇଁ ଟ୍ରାଇ ସୁପାରିସକୁ ଟେଲିକମ୍ ମନ୍ତ୍ରଣାଳୟ ଶୀଘ୍ର ଅନୁମୋଦନ କରିବ ବୋଲି ସୂଚନା ମିଳିଛି। ଏହାଦ୍ୱାରା ଯାତ୍ରୀମାନେ ବିଶ୍ୱର ଅନ୍ୟ ଦେଶ ଭଳି ଭାରତରେ ମଧ୍ୟ ଉଡ଼ାଣ ଭିତରେ ସମ୍ପର୍କରେ ରହିପାରିବେ।: [26, 414, 189, 490]
date-bar: Thursday 3 May, 2018: [26, 86, 219, 109]
question-attribution: -ନଟବର ସାହୁ, ସମ୍ବଲପୁର: [978, 1207, 1082, 1219]
quote-attribution: -ରାଜୀବ କୁମାର, ଉପାଧ୍ୟକ୍ଷ, ନୀତି ଆୟୋଗ: [448, 194, 628, 207]
